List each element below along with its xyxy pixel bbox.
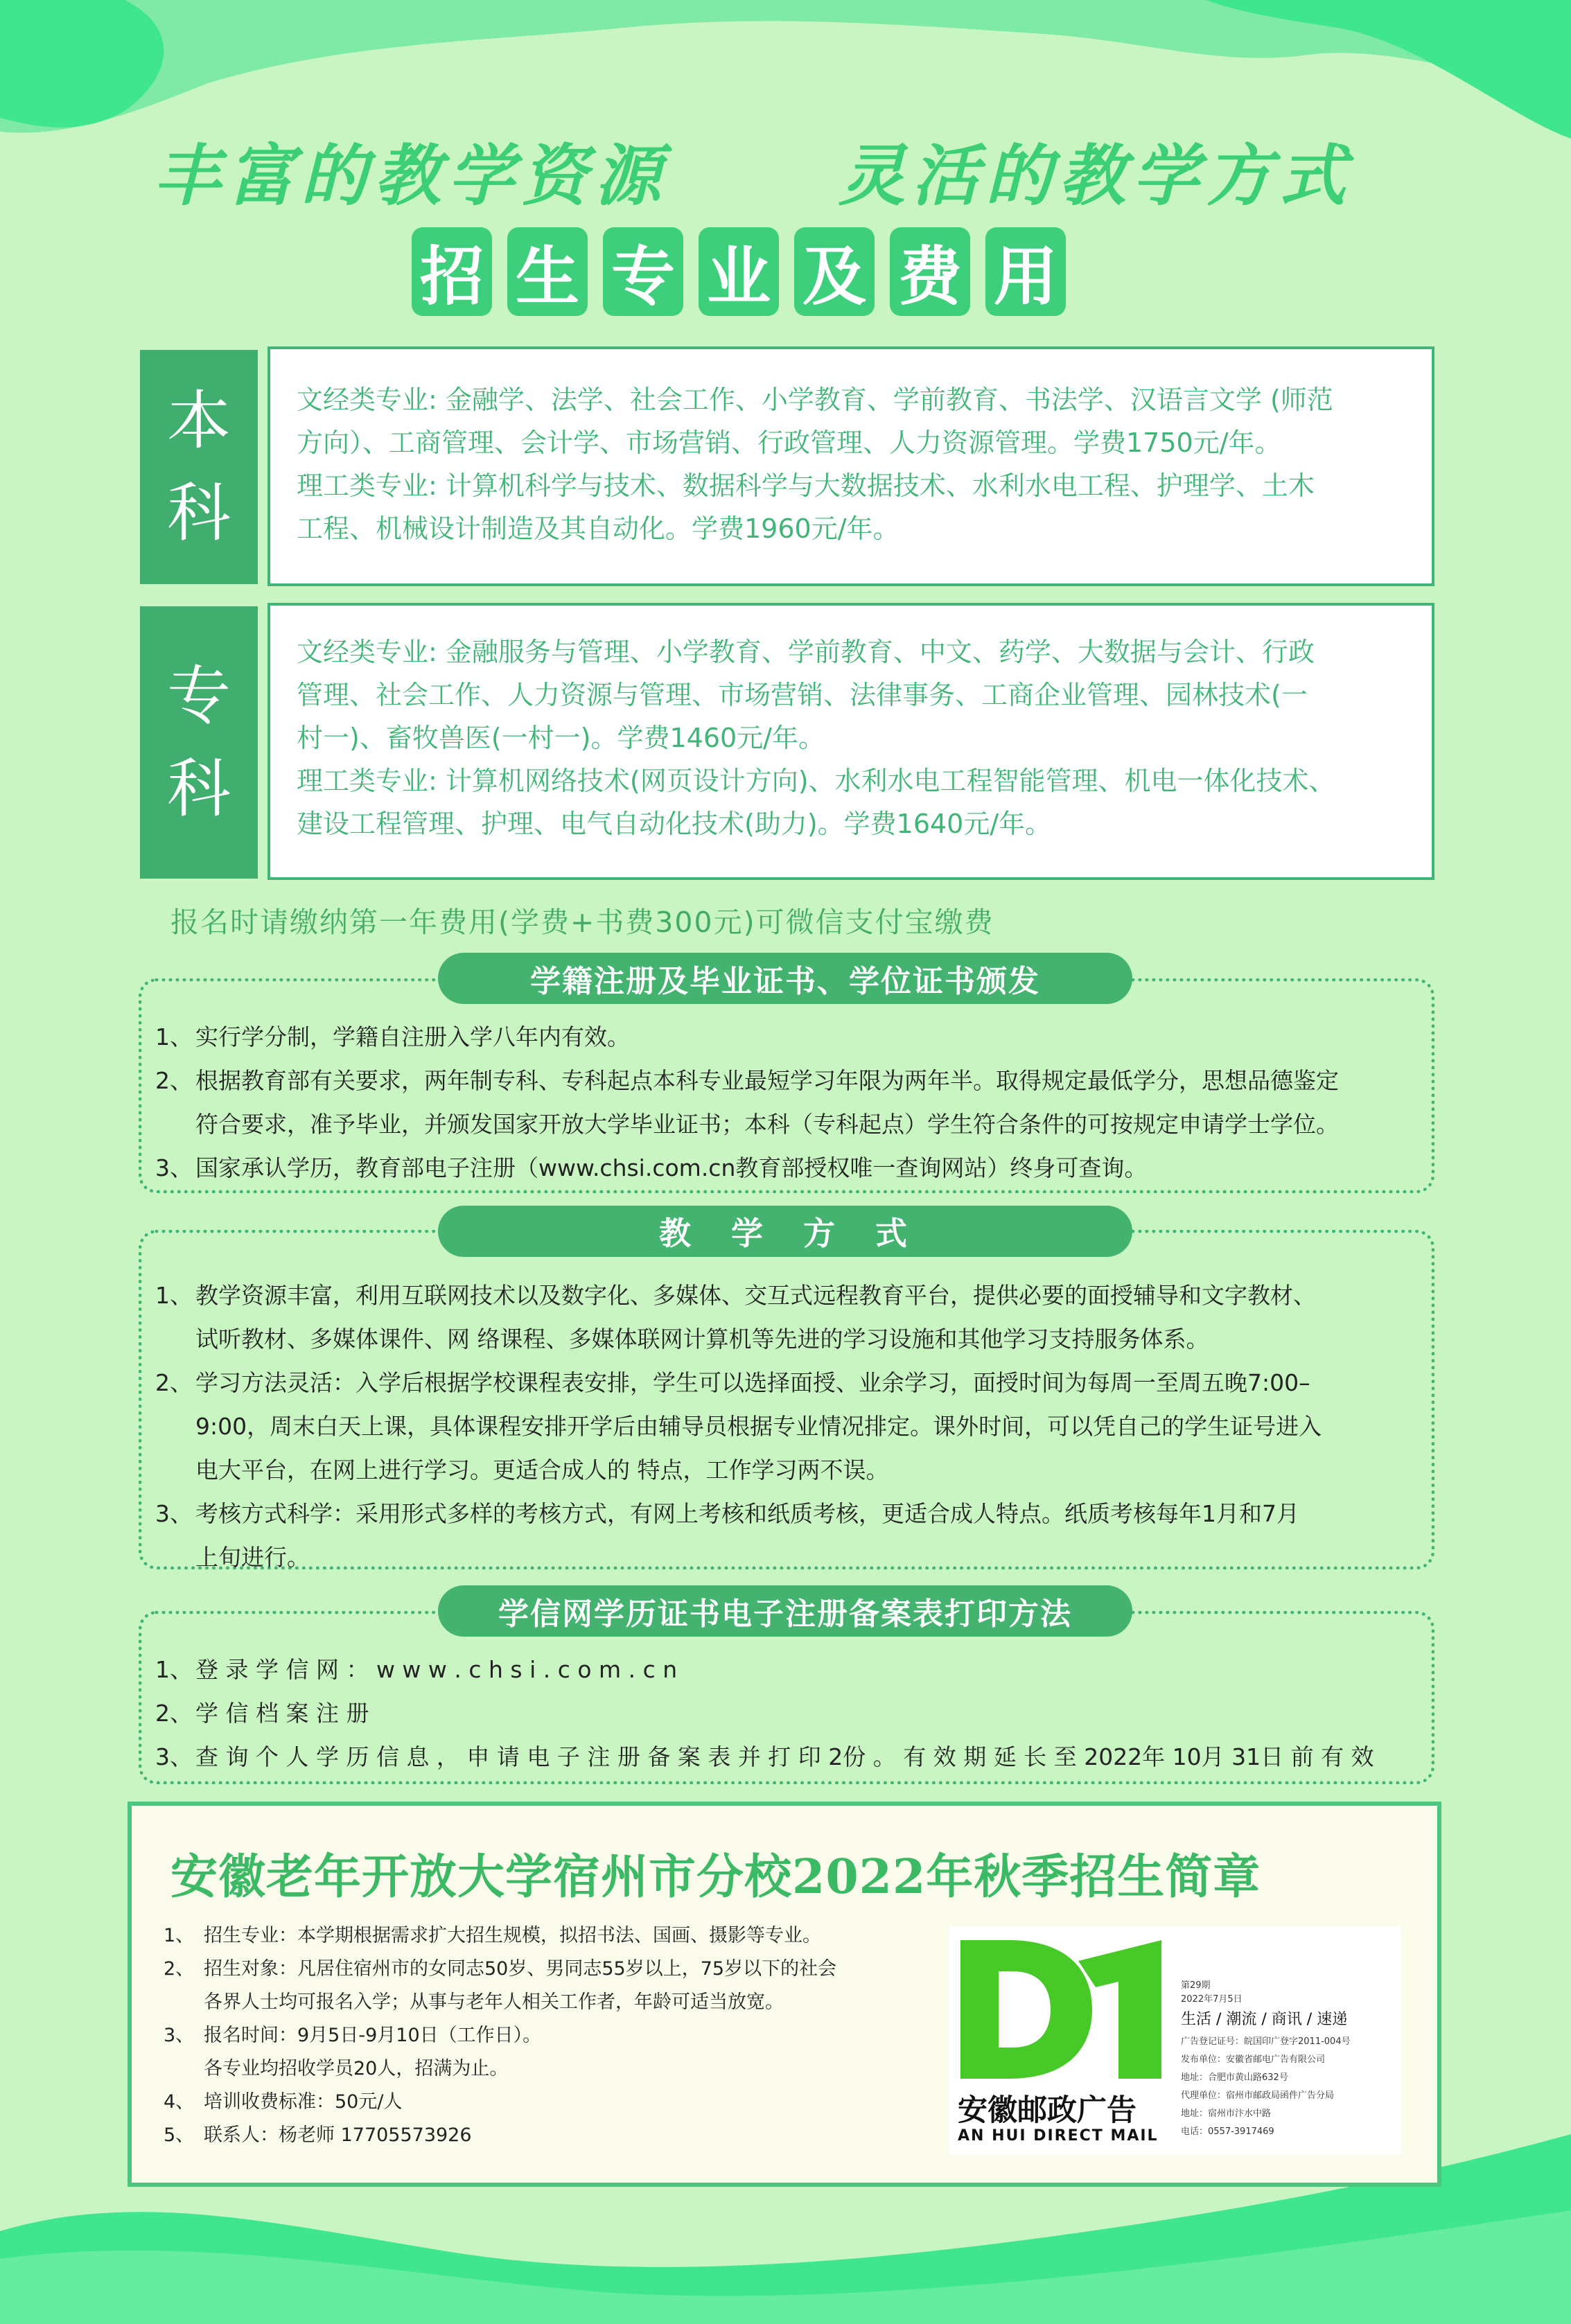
title-char: 专 bbox=[603, 227, 683, 316]
ad-logo-name: 安徽邮政广告 bbox=[958, 2093, 1136, 2128]
college-text bbox=[270, 606, 1432, 845]
college-line: 文经类专业: 金融服务与管理、小学教育、学前教育、中文、药学、大数据与会计、行政 bbox=[297, 637, 1315, 667]
college-line: 理工类专业: 计算机网络技术(网页设计方向)、水利水电工程智能管理、机电一体化技术、 bbox=[297, 766, 1335, 796]
list-item bbox=[155, 1146, 1423, 1190]
undergrad-line: 工程、机械设计制造及其自动化。学费1960元/年。 bbox=[297, 513, 899, 544]
undergrad-line: 理工类专业: 计算机科学与技术、数据科学与大数据技术、水利水电工程、护理学、土木 bbox=[297, 470, 1315, 501]
list-item bbox=[155, 1059, 1423, 1146]
ad-publisher: 发布单位：安徽省邮电广告有限公司 bbox=[1181, 2054, 1326, 2065]
item-number: 5、 bbox=[164, 2124, 195, 2146]
item-line: 招生专业：本学期根据需求扩大招生规模，拟招书法、国画、摄影等专业。 bbox=[204, 1925, 821, 1946]
headline-right: 灵活的教学方式 bbox=[839, 137, 1353, 215]
item-number: 3、 bbox=[155, 1743, 193, 1770]
item-line: 试听教材、多媒体课件、网 络课程、多媒体联网计算机等先进的学习设施和其他学习支持服务体系。 bbox=[195, 1326, 1209, 1353]
title-char: 业 bbox=[699, 227, 779, 316]
ad-logo-en: AN HUI DIRECT MAIL bbox=[958, 2127, 1159, 2145]
list-item bbox=[155, 1015, 1423, 1059]
payment-notice: 报名时请缴纳第一年费用(学费+书费300元)可微信支付宝缴费 bbox=[170, 906, 994, 939]
senior-school-title: 安徽老年开放大学宿州市分校2022年秋季招生简章 bbox=[170, 1849, 1261, 1905]
item-line: 上旬进行。 bbox=[195, 1544, 310, 1571]
list-item bbox=[155, 1735, 1423, 1779]
list-item bbox=[164, 1953, 947, 2019]
item-line: 联系人：杨老师 17705573926 bbox=[204, 2124, 472, 2146]
item-number: 1、 bbox=[155, 1656, 193, 1683]
list-item bbox=[164, 2019, 947, 2086]
undergrad-label-char: 本 bbox=[166, 383, 231, 458]
postal-ad-card bbox=[949, 1926, 1401, 2155]
item-number: 2、 bbox=[155, 1700, 193, 1727]
registration-list bbox=[155, 1015, 1423, 1190]
list-item bbox=[164, 1919, 947, 1953]
item-line: 学 信 档 案 注 册 bbox=[195, 1700, 369, 1727]
ad-date: 2022年7月5日 bbox=[1181, 1994, 1243, 2005]
ad-info bbox=[1181, 1979, 1397, 2141]
ad-agent: 代理单位：宿州市邮政局函件广告分局 bbox=[1181, 2090, 1335, 2101]
item-line: 查 询 个 人 学 历 信 息 ， 申 请 电 子 注 册 备 案 表 并 打 印 2份 。 有 效 期 延 长 至 2022年 10月 31日 前 有 效 bbox=[195, 1743, 1374, 1770]
dm-logo-icon bbox=[960, 1940, 1161, 2079]
undergrad-box bbox=[267, 346, 1434, 586]
undergrad-line: 方向）、工商管理、会计学、市场营销、行政管理、人力资源管理。学费1750元/年。 bbox=[297, 428, 1281, 458]
college-label-char: 专 bbox=[166, 659, 231, 734]
college-box bbox=[267, 603, 1434, 880]
item-line: 各专业均招收学员20人，招满为止。 bbox=[204, 2058, 509, 2079]
ad-slogan: 生活 / 潮流 / 商讯 / 速递 bbox=[1181, 2011, 1348, 2028]
college-label-char: 科 bbox=[166, 751, 231, 826]
college-label bbox=[140, 606, 258, 879]
item-line: 登 录 学 信 网 ： w w w . c h s i . c o m . c n bbox=[195, 1656, 678, 1683]
item-line: 培训收费标准：50元/人 bbox=[204, 2091, 403, 2113]
list-item bbox=[164, 2119, 947, 2152]
item-number: 3、 bbox=[155, 1154, 193, 1181]
ad-agent-address: 地址：宿州市汴水中路 bbox=[1181, 2109, 1272, 2119]
title-char: 生 bbox=[507, 227, 588, 316]
chsi-title: 学信网学历证书电子注册备案表打印方法 bbox=[438, 1585, 1132, 1637]
item-number: 3、 bbox=[155, 1500, 193, 1527]
undergrad-label bbox=[140, 350, 258, 584]
undergrad-text bbox=[270, 349, 1432, 550]
item-number: 4、 bbox=[164, 2091, 195, 2113]
item-number: 3、 bbox=[164, 2025, 195, 2046]
item-line: 学习方法灵活：入学后根据学校课程表安排，学生可以选择面授、业余学习，面授时间为每周一至周五晚7:00– bbox=[195, 1369, 1310, 1396]
headline-left: 丰富的教学资源 bbox=[154, 137, 668, 215]
item-line: 符合要求，准予毕业，并颁发国家开放大学毕业证书；本科（专科起点）学生符合条件的可按规定申请学士学位。 bbox=[195, 1111, 1339, 1138]
item-line: 9:00，周末白天上课，具体课程安排开学后由辅导员根据专业情况排定。课外时间，可以凭自己的学生证号进入 bbox=[195, 1413, 1322, 1440]
teaching-list bbox=[155, 1274, 1423, 1579]
item-line: 报名时间：9月5日-9月10日（工作日）。 bbox=[204, 2025, 542, 2046]
item-line: 各界人士均可报名入学；从事与老年人相关工作者，年龄可适当放宽。 bbox=[204, 1991, 784, 2013]
college-line: 村一)、畜牧兽医(一村一)。学费1460元/年。 bbox=[297, 723, 825, 753]
item-line: 考核方式科学：采用形式多样的考核方式，有网上考核和纸质考核，更适合成人特点。纸质考核每年1月和7月 bbox=[195, 1500, 1299, 1527]
title-char: 用 bbox=[985, 227, 1066, 316]
ad-reg-no: 广告登记证号：皖国印广登字2011-004号 bbox=[1181, 2036, 1351, 2047]
undergrad-line: 文经类专业: 金融学、法学、社会工作、小学教育、学前教育、书法学、汉语言文学 (师范 bbox=[297, 385, 1333, 415]
teaching-title: 教 学 方 式 bbox=[438, 1206, 1132, 1257]
undergrad-label-char: 科 bbox=[166, 476, 231, 550]
college-line: 建设工程管理、护理、电气自动化技术(助力)。学费1640元/年。 bbox=[297, 809, 1052, 839]
ad-issue: 第29期 bbox=[1181, 1980, 1211, 1991]
ad-phone: 电话：0557-3917469 bbox=[1181, 2127, 1274, 2137]
enrollment-title bbox=[412, 227, 1066, 316]
list-item bbox=[155, 1492, 1423, 1579]
registration-title: 学籍注册及毕业证书、学位证书颁发 bbox=[438, 953, 1132, 1004]
item-line: 国家承认学历，教育部电子注册（www.chsi.com.cn教育部授权唯一查询网站）终身可查询。 bbox=[195, 1154, 1148, 1181]
title-char: 费 bbox=[890, 227, 970, 316]
item-line: 实行学分制，学籍自注册入学八年内有效。 bbox=[195, 1023, 630, 1050]
item-line: 电大平台，在网上进行学习。更适合成人的 特点，工作学习两不误。 bbox=[195, 1456, 889, 1484]
list-item bbox=[155, 1361, 1423, 1492]
item-number: 2、 bbox=[155, 1369, 193, 1396]
ad-pub-address: 地址：合肥市黄山路632号 bbox=[1181, 2072, 1288, 2083]
list-item bbox=[155, 1648, 1423, 1691]
title-char: 及 bbox=[794, 227, 875, 316]
item-number: 1、 bbox=[164, 1925, 195, 1946]
list-item bbox=[164, 2086, 947, 2119]
college-line: 管理、社会工作、人力资源与管理、市场营销、法律事务、工商企业管理、园林技术(一 bbox=[297, 680, 1308, 710]
item-line: 招生对象：凡居住宿州市的女同志50岁、男同志55岁以上，75岁以下的社会 bbox=[204, 1958, 837, 1980]
item-number: 2、 bbox=[155, 1067, 193, 1094]
chsi-list bbox=[155, 1648, 1423, 1779]
list-item bbox=[155, 1274, 1423, 1361]
item-line: 根据教育部有关要求，两年制专科、专科起点本科专业最短学习年限为两年半。取得规定最低学分，思想品德鉴定 bbox=[195, 1067, 1339, 1094]
senior-school-list bbox=[164, 1919, 947, 2152]
item-number: 2、 bbox=[164, 1958, 195, 1980]
item-number: 1、 bbox=[155, 1282, 193, 1309]
item-number: 1、 bbox=[155, 1023, 193, 1050]
title-char: 招 bbox=[412, 227, 492, 316]
item-line: 教学资源丰富，利用互联网技术以及数字化、多媒体、交互式远程教育平台，提供必要的面授辅导和文字教材、 bbox=[195, 1282, 1316, 1309]
list-item bbox=[155, 1691, 1423, 1735]
